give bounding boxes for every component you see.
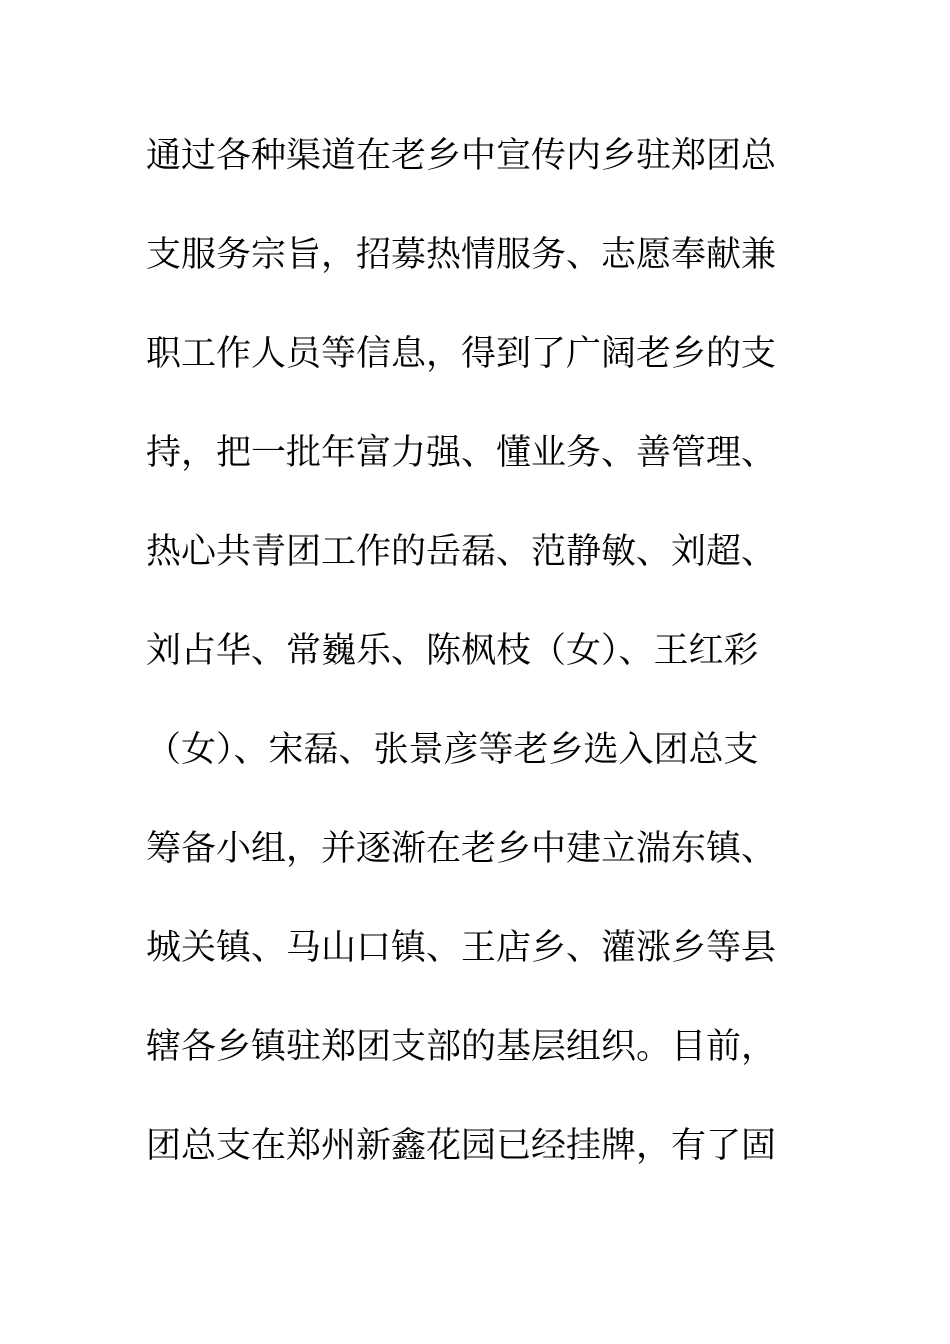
body-paragraph	[146, 126, 786, 1215]
text-line: 刘占华、常巍乐、陈枫枝（女）、王红彩	[146, 631, 759, 671]
text-line: 筹备小组，并逐渐在老乡中建立湍东镇、	[146, 829, 777, 869]
text-line: 职工作人员等信息，得到了广阔老乡的支	[146, 334, 777, 374]
text-line: （女）、宋磊、张景彦等老乡选入团总支	[146, 730, 759, 770]
text-line: 团总支在郑州新鑫花园已经挂牌，有了固	[146, 1126, 777, 1166]
text-line: 辖各乡镇驻郑团支部的基层组织。目前，	[146, 1027, 777, 1067]
text-line: 持，把一批年富力强、懂业务、善管理、	[146, 433, 777, 473]
text-line: 热心共青团工作的岳磊、范静敏、刘超、	[146, 532, 777, 572]
text-line: 支服务宗旨，招募热情服务、志愿奉献兼	[146, 235, 777, 275]
text-line: 通过各种渠道在老乡中宣传内乡驻郑团总	[146, 136, 777, 176]
text-line: 城关镇、马山口镇、王店乡、灌涨乡等县	[146, 928, 777, 968]
